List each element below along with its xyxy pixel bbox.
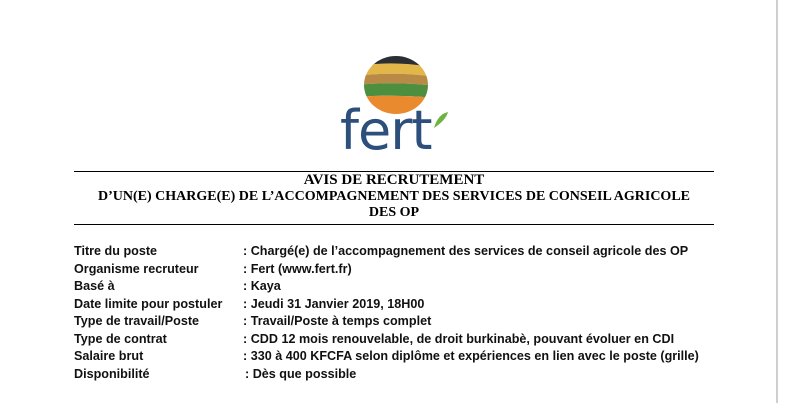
detail-value: : 330 à 400 KFCFA selon diplôme et expériences en lien avec le poste (grille)	[243, 349, 699, 363]
logo-wordmark: fert	[340, 99, 432, 162]
detail-value: : CDD 12 mois renouvelable, de droit burkinabè, pouvant évoluer en CDI	[243, 331, 675, 346]
detail-value: : Fert (www.fert.fr)	[243, 261, 352, 276]
detail-row-work-type	[74, 314, 764, 332]
detail-value: : Chargé(e) de l’accompagnement des services de conseil agricole des OP	[243, 244, 689, 258]
job-details	[74, 244, 764, 384]
header-bottom-rule	[74, 224, 714, 225]
detail-row-deadline	[74, 297, 764, 315]
detail-label: Basé à	[74, 279, 115, 293]
detail-row-availability	[74, 367, 764, 385]
detail-row-contract	[74, 332, 764, 350]
detail-row-location	[74, 279, 764, 297]
detail-label: Type de travail/Poste	[74, 314, 200, 328]
detail-label: Salaire brut	[74, 349, 144, 363]
detail-value: : Kaya	[243, 279, 281, 293]
detail-value: : Dès que possible	[245, 366, 357, 381]
detail-label: Titre du poste	[74, 244, 158, 258]
detail-label: Date limite pour postuler	[74, 296, 223, 311]
detail-row-title	[74, 244, 764, 262]
detail-row-salary	[74, 349, 764, 367]
detail-label: Type de contrat	[74, 331, 167, 346]
notice-title: AVIS DE RECRUTEMENT	[303, 172, 485, 188]
detail-label: Disponibilité	[74, 366, 150, 381]
detail-row-employer	[74, 262, 764, 280]
detail-value: : Travail/Poste à temps complet	[243, 314, 432, 328]
detail-label: Organisme recruteur	[74, 261, 199, 276]
notice-subtitle-continued: DES OP	[368, 205, 420, 220]
detail-value: : Jeudi 31 Janvier 2019, 18H00	[243, 296, 425, 311]
notice-subtitle: D’UN(E) CHARGE(E) DE L’ACCOMPAGNEMENT DES SERVICES DE CONSEIL AGRICOLE	[98, 189, 690, 204]
